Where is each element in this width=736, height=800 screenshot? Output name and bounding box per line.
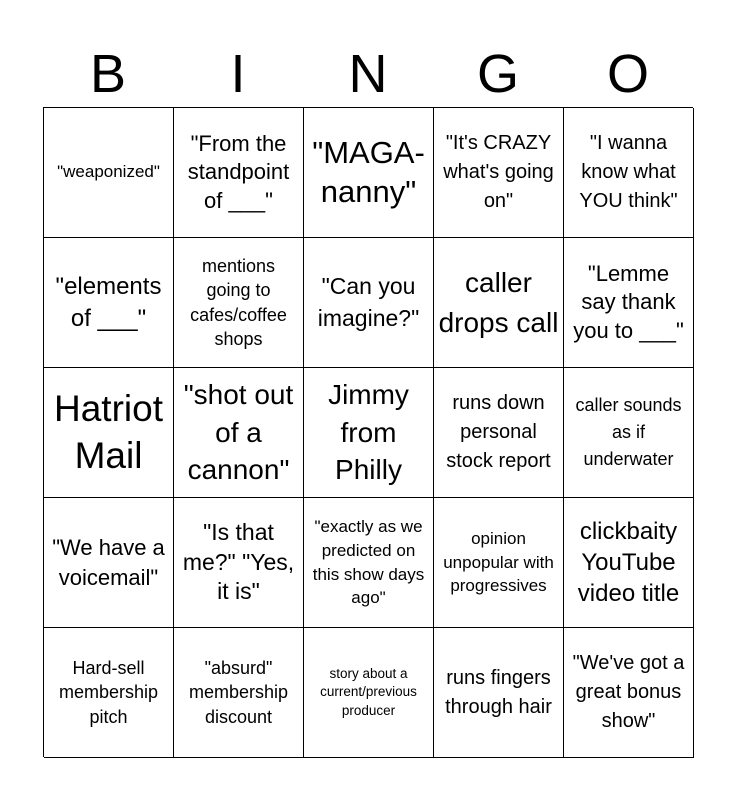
bingo-cell[interactable] [44, 368, 174, 498]
header-letter-g: G [476, 44, 519, 104]
bingo-cell[interactable] [564, 238, 694, 368]
cell-text: "It's CRAZY what's going on" [443, 132, 554, 212]
cell-text: "MAGA-nanny" [312, 134, 425, 209]
cell-text: "Is that me?" "Yes, it is" [182, 518, 295, 605]
bingo-cell[interactable] [434, 498, 564, 628]
header-letter-b: B [89, 44, 127, 104]
cell-text: "elements of ___" [55, 273, 162, 332]
bingo-cell[interactable] [434, 368, 564, 498]
cell-text: "We've got a great bonus show" [572, 652, 685, 732]
cell-text: "shot out of a cannon" [183, 378, 294, 486]
cell-text: story about a current/previous producer [320, 666, 417, 718]
cell-text: mentions going to cafes/coffee shops [190, 255, 287, 349]
bingo-cell[interactable] [564, 628, 694, 758]
cell-text: "I wanna know what YOU think" [579, 132, 678, 212]
cell-text: Hatriot Mail [54, 388, 163, 476]
cell-text: "Lemme say thank you to ___" [573, 260, 684, 343]
cell-text: Jimmy from Philly [328, 378, 409, 486]
bingo-cell[interactable] [174, 628, 304, 758]
bingo-cell[interactable] [44, 498, 174, 628]
header-letter-n: N [348, 44, 388, 104]
bingo-cell[interactable] [564, 368, 694, 498]
bingo-cell[interactable] [44, 108, 174, 238]
bingo-cell[interactable] [174, 108, 304, 238]
cell-text: "weaponized" [57, 162, 160, 182]
cell-text: caller sounds as if underwater [575, 395, 682, 469]
cell-text: runs down personal stock report [446, 392, 551, 472]
bingo-cell[interactable] [44, 238, 174, 368]
bingo-cell[interactable] [434, 238, 564, 368]
cell-text: "From the standpoint of ___" [187, 130, 290, 213]
cell-text: runs fingers through hair [445, 666, 552, 718]
bingo-cell[interactable] [174, 498, 304, 628]
bingo-cell[interactable] [564, 108, 694, 238]
cell-text: opinion unpopular with progressives [443, 528, 554, 596]
bingo-cell[interactable] [174, 368, 304, 498]
cell-text: "exactly as we predicted on this show days ago" [312, 516, 425, 608]
cell-text: "We have a voicemail" [52, 534, 165, 590]
bingo-cell[interactable] [304, 628, 434, 758]
cell-text: "Can you imagine?" [317, 273, 420, 331]
cell-text: Hard-sell membership pitch [58, 658, 159, 727]
cell-text: "absurd" membership discount [188, 658, 289, 727]
bingo-cell[interactable] [44, 628, 174, 758]
bingo-grid [43, 107, 693, 757]
bingo-cell[interactable] [434, 628, 564, 758]
bingo-cell[interactable] [304, 498, 434, 628]
bingo-cell[interactable] [564, 498, 694, 628]
bingo-cell[interactable] [304, 108, 434, 238]
cell-text: caller drops call [438, 267, 559, 338]
bingo-cell[interactable] [304, 368, 434, 498]
header-letter-o: O [606, 44, 649, 104]
bingo-cell[interactable] [174, 238, 304, 368]
bingo-header [43, 40, 693, 108]
bingo-cell[interactable] [304, 238, 434, 368]
bingo-cell[interactable] [434, 108, 564, 238]
cell-text: clickbaity YouTube video title [577, 517, 680, 608]
header-letter-i: I [230, 44, 246, 104]
